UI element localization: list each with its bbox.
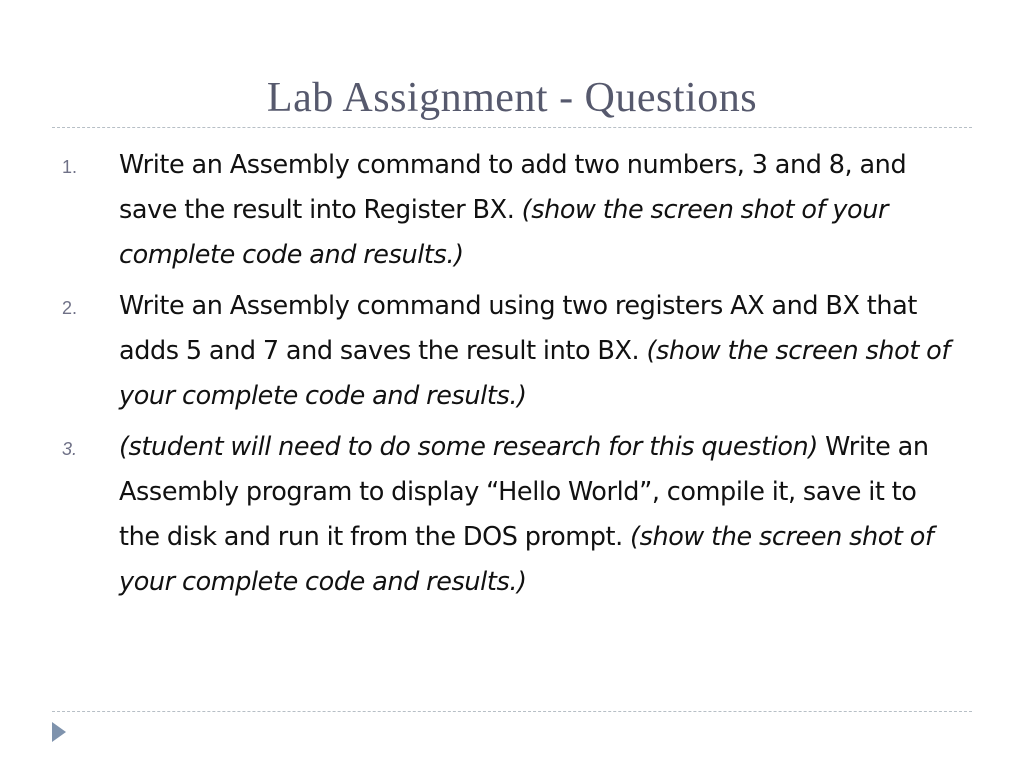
question-number: 3. [62,439,78,459]
question-body: Write an Assembly command to add two numbers, 3 and 8, and save the result into Register BX. [119,150,907,225]
slide-title: Lab Assignment - Questions [266,75,758,121]
question-item-3 [0,425,1024,605]
question-note: (show the screen shot of your complete code and results.) [119,336,950,411]
triangle-right-icon[interactable] [52,722,66,742]
question-number: 2. [62,298,78,318]
question-note: (show the screen shot of your complete code and results.) [119,522,934,597]
question-number: 1. [62,157,78,177]
question-body: Write an Assembly command using two registers AX and BX that adds 5 and 7 and saves the result into BX. [119,291,917,366]
question-body: Write an Assembly program to display “Hello World”, compile it, save it to the disk and run it from the DOS prompt. [119,432,929,552]
question-text [119,425,959,605]
title-divider [52,127,972,128]
question-note: (show the screen shot of your complete code and results.) [119,195,889,270]
question-item-2 [0,284,1024,419]
question-item-1 [0,143,1024,278]
question-text [119,284,959,419]
question-list [0,143,1024,611]
question-prefix-note: (student will need to do some research for this question) [119,432,818,462]
footer-divider [52,711,972,712]
question-text [119,143,959,278]
